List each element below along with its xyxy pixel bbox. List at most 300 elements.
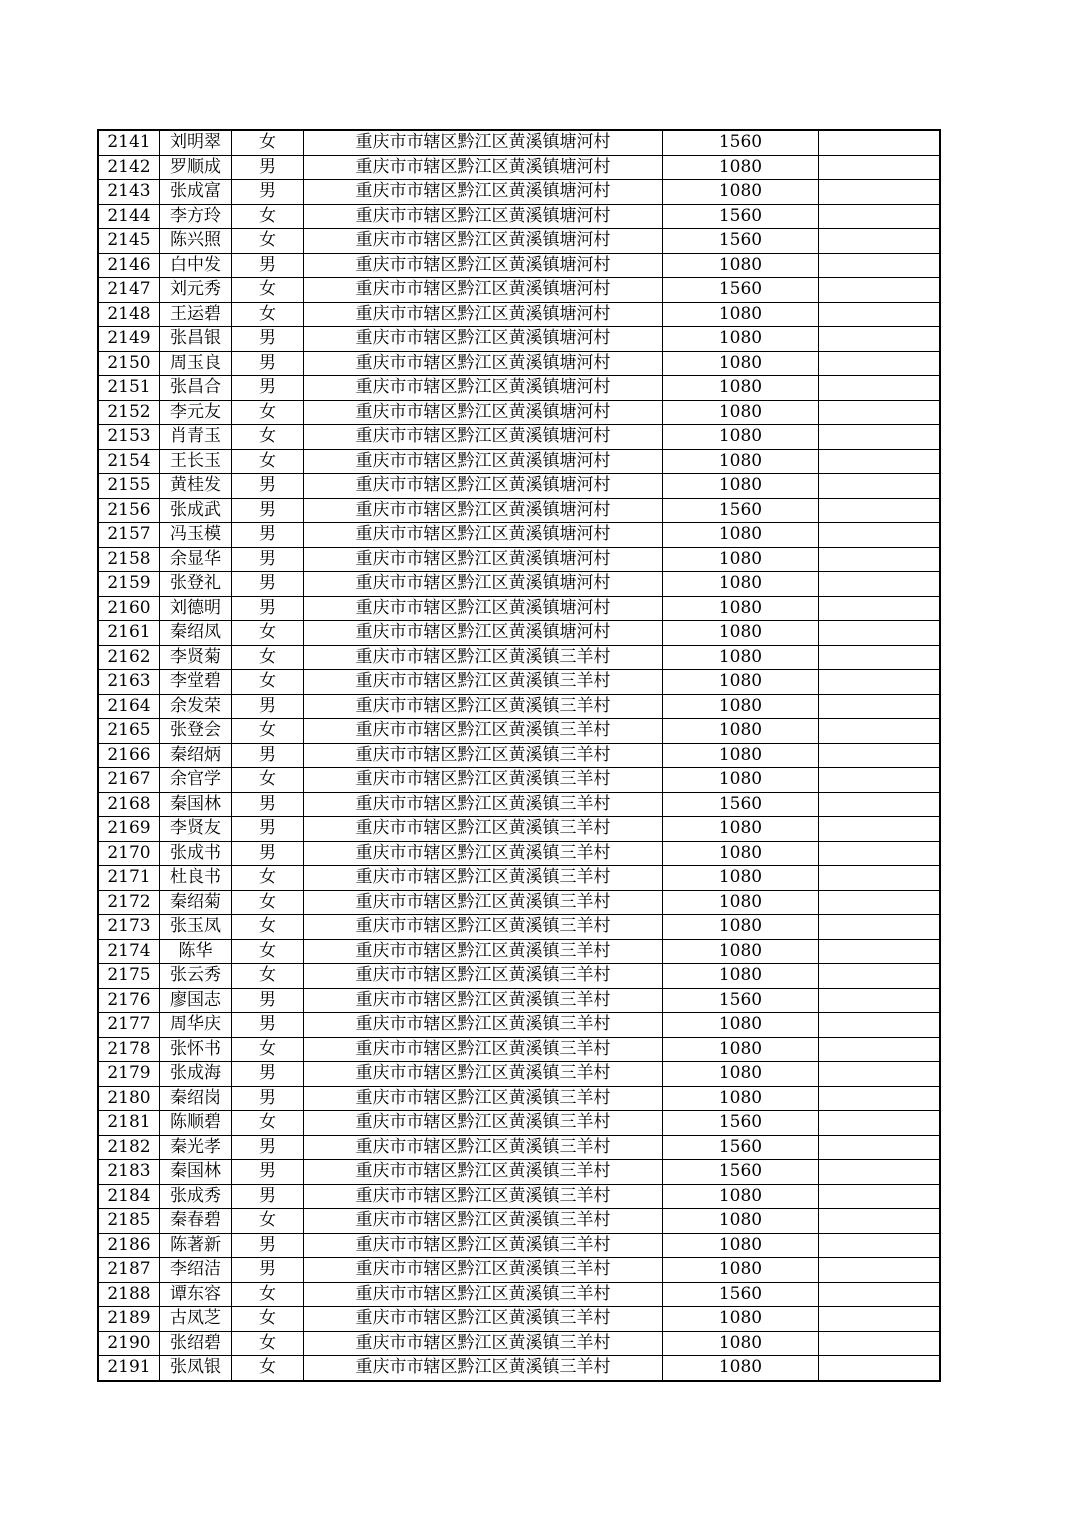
person-name-cell: 李绍洁 bbox=[160, 1258, 232, 1283]
table-row bbox=[98, 1331, 940, 1356]
person-name-cell: 李贤友 bbox=[160, 817, 232, 842]
person-name-cell: 秦春碧 bbox=[160, 1209, 232, 1234]
row-number-cell: 2160 bbox=[98, 596, 160, 621]
address-cell: 重庆市市辖区黔江区黄溪镇三羊村 bbox=[304, 670, 663, 695]
table-row bbox=[98, 915, 940, 940]
note-cell bbox=[819, 327, 941, 352]
amount-cell: 1560 bbox=[663, 498, 819, 523]
note-cell bbox=[819, 204, 941, 229]
row-number-cell: 2170 bbox=[98, 841, 160, 866]
row-number-cell: 2180 bbox=[98, 1086, 160, 1111]
note-cell bbox=[819, 792, 941, 817]
row-number-cell: 2182 bbox=[98, 1135, 160, 1160]
amount-cell: 1080 bbox=[663, 915, 819, 940]
row-number-cell: 2146 bbox=[98, 253, 160, 278]
row-number-cell: 2165 bbox=[98, 719, 160, 744]
amount-cell: 1080 bbox=[663, 1209, 819, 1234]
gender-cell: 男 bbox=[232, 474, 304, 499]
row-number-cell: 2144 bbox=[98, 204, 160, 229]
note-cell bbox=[819, 1307, 941, 1332]
amount-cell: 1560 bbox=[663, 1160, 819, 1185]
address-cell: 重庆市市辖区黔江区黄溪镇三羊村 bbox=[304, 988, 663, 1013]
row-number-cell: 2151 bbox=[98, 376, 160, 401]
amount-cell: 1080 bbox=[663, 694, 819, 719]
note-cell bbox=[819, 1184, 941, 1209]
note-cell bbox=[819, 1135, 941, 1160]
address-cell: 重庆市市辖区黔江区黄溪镇塘河村 bbox=[304, 302, 663, 327]
address-cell: 重庆市市辖区黔江区黄溪镇三羊村 bbox=[304, 1356, 663, 1381]
table-row bbox=[98, 1258, 940, 1283]
person-name-cell: 谭东容 bbox=[160, 1282, 232, 1307]
row-number-cell: 2155 bbox=[98, 474, 160, 499]
amount-cell: 1080 bbox=[663, 817, 819, 842]
row-number-cell: 2191 bbox=[98, 1356, 160, 1381]
amount-cell: 1080 bbox=[663, 327, 819, 352]
address-cell: 重庆市市辖区黔江区黄溪镇三羊村 bbox=[304, 1013, 663, 1038]
address-cell: 重庆市市辖区黔江区黄溪镇塘河村 bbox=[304, 572, 663, 597]
table-row bbox=[98, 1356, 940, 1381]
gender-cell: 男 bbox=[232, 1160, 304, 1185]
table-row bbox=[98, 988, 940, 1013]
address-cell: 重庆市市辖区黔江区黄溪镇塘河村 bbox=[304, 523, 663, 548]
note-cell bbox=[819, 400, 941, 425]
amount-cell: 1080 bbox=[663, 474, 819, 499]
table-row bbox=[98, 621, 940, 646]
table-row bbox=[98, 400, 940, 425]
person-name-cell: 秦国林 bbox=[160, 1160, 232, 1185]
person-name-cell: 张怀书 bbox=[160, 1037, 232, 1062]
gender-cell: 男 bbox=[232, 1013, 304, 1038]
note-cell bbox=[819, 719, 941, 744]
roster-body bbox=[98, 130, 940, 1381]
address-cell: 重庆市市辖区黔江区黄溪镇三羊村 bbox=[304, 1086, 663, 1111]
gender-cell: 女 bbox=[232, 1037, 304, 1062]
gender-cell: 男 bbox=[232, 180, 304, 205]
table-row bbox=[98, 1037, 940, 1062]
table-row bbox=[98, 719, 940, 744]
note-cell bbox=[819, 425, 941, 450]
row-number-cell: 2171 bbox=[98, 866, 160, 891]
person-name-cell: 张成富 bbox=[160, 180, 232, 205]
address-cell: 重庆市市辖区黔江区黄溪镇塘河村 bbox=[304, 229, 663, 254]
amount-cell: 1080 bbox=[663, 1356, 819, 1381]
gender-cell: 女 bbox=[232, 621, 304, 646]
table-row bbox=[98, 1062, 940, 1087]
note-cell bbox=[819, 694, 941, 719]
table-row bbox=[98, 743, 940, 768]
row-number-cell: 2167 bbox=[98, 768, 160, 793]
note-cell bbox=[819, 670, 941, 695]
gender-cell: 男 bbox=[232, 841, 304, 866]
address-cell: 重庆市市辖区黔江区黄溪镇塘河村 bbox=[304, 376, 663, 401]
amount-cell: 1080 bbox=[663, 670, 819, 695]
gender-cell: 女 bbox=[232, 229, 304, 254]
amount-cell: 1080 bbox=[663, 841, 819, 866]
person-name-cell: 秦国林 bbox=[160, 792, 232, 817]
gender-cell: 女 bbox=[232, 1307, 304, 1332]
person-name-cell: 黄桂发 bbox=[160, 474, 232, 499]
amount-cell: 1560 bbox=[663, 988, 819, 1013]
table-row bbox=[98, 253, 940, 278]
note-cell bbox=[819, 278, 941, 303]
gender-cell: 男 bbox=[232, 1258, 304, 1283]
note-cell bbox=[819, 1086, 941, 1111]
gender-cell: 女 bbox=[232, 939, 304, 964]
note-cell bbox=[819, 1282, 941, 1307]
amount-cell: 1080 bbox=[663, 743, 819, 768]
row-number-cell: 2148 bbox=[98, 302, 160, 327]
row-number-cell: 2149 bbox=[98, 327, 160, 352]
note-cell bbox=[819, 743, 941, 768]
row-number-cell: 2188 bbox=[98, 1282, 160, 1307]
gender-cell: 男 bbox=[232, 523, 304, 548]
gender-cell: 女 bbox=[232, 130, 304, 155]
amount-cell: 1560 bbox=[663, 792, 819, 817]
row-number-cell: 2147 bbox=[98, 278, 160, 303]
gender-cell: 男 bbox=[232, 1135, 304, 1160]
address-cell: 重庆市市辖区黔江区黄溪镇塘河村 bbox=[304, 449, 663, 474]
row-number-cell: 2186 bbox=[98, 1233, 160, 1258]
note-cell bbox=[819, 915, 941, 940]
person-name-cell: 杜良书 bbox=[160, 866, 232, 891]
person-name-cell: 秦光孝 bbox=[160, 1135, 232, 1160]
row-number-cell: 2143 bbox=[98, 180, 160, 205]
amount-cell: 1080 bbox=[663, 572, 819, 597]
table-row bbox=[98, 1135, 940, 1160]
person-name-cell: 周华庆 bbox=[160, 1013, 232, 1038]
table-row bbox=[98, 155, 940, 180]
table-row bbox=[98, 498, 940, 523]
amount-cell: 1080 bbox=[663, 253, 819, 278]
gender-cell: 男 bbox=[232, 547, 304, 572]
gender-cell: 男 bbox=[232, 351, 304, 376]
amount-cell: 1080 bbox=[663, 1037, 819, 1062]
row-number-cell: 2172 bbox=[98, 890, 160, 915]
row-number-cell: 2185 bbox=[98, 1209, 160, 1234]
row-number-cell: 2145 bbox=[98, 229, 160, 254]
person-name-cell: 张成海 bbox=[160, 1062, 232, 1087]
amount-cell: 1080 bbox=[663, 155, 819, 180]
table-row bbox=[98, 351, 940, 376]
address-cell: 重庆市市辖区黔江区黄溪镇塘河村 bbox=[304, 474, 663, 499]
gender-cell: 女 bbox=[232, 302, 304, 327]
address-cell: 重庆市市辖区黔江区黄溪镇三羊村 bbox=[304, 645, 663, 670]
address-cell: 重庆市市辖区黔江区黄溪镇塘河村 bbox=[304, 180, 663, 205]
table-row bbox=[98, 645, 940, 670]
note-cell bbox=[819, 1356, 941, 1381]
amount-cell: 1080 bbox=[663, 449, 819, 474]
note-cell bbox=[819, 841, 941, 866]
table-row bbox=[98, 1233, 940, 1258]
table-row bbox=[98, 1086, 940, 1111]
person-name-cell: 李元友 bbox=[160, 400, 232, 425]
address-cell: 重庆市市辖区黔江区黄溪镇塘河村 bbox=[304, 278, 663, 303]
person-name-cell: 余显华 bbox=[160, 547, 232, 572]
amount-cell: 1560 bbox=[663, 204, 819, 229]
gender-cell: 男 bbox=[232, 376, 304, 401]
amount-cell: 1080 bbox=[663, 866, 819, 891]
note-cell bbox=[819, 180, 941, 205]
gender-cell: 男 bbox=[232, 743, 304, 768]
amount-cell: 1080 bbox=[663, 1184, 819, 1209]
address-cell: 重庆市市辖区黔江区黄溪镇三羊村 bbox=[304, 964, 663, 989]
gender-cell: 女 bbox=[232, 670, 304, 695]
row-number-cell: 2178 bbox=[98, 1037, 160, 1062]
table-row bbox=[98, 1013, 940, 1038]
person-name-cell: 张昌银 bbox=[160, 327, 232, 352]
address-cell: 重庆市市辖区黔江区黄溪镇三羊村 bbox=[304, 1307, 663, 1332]
row-number-cell: 2154 bbox=[98, 449, 160, 474]
address-cell: 重庆市市辖区黔江区黄溪镇三羊村 bbox=[304, 792, 663, 817]
address-cell: 重庆市市辖区黔江区黄溪镇塘河村 bbox=[304, 130, 663, 155]
amount-cell: 1560 bbox=[663, 130, 819, 155]
gender-cell: 男 bbox=[232, 1062, 304, 1087]
address-cell: 重庆市市辖区黔江区黄溪镇三羊村 bbox=[304, 719, 663, 744]
person-name-cell: 陈兴照 bbox=[160, 229, 232, 254]
gender-cell: 男 bbox=[232, 1233, 304, 1258]
amount-cell: 1080 bbox=[663, 1331, 819, 1356]
table-row bbox=[98, 425, 940, 450]
row-number-cell: 2187 bbox=[98, 1258, 160, 1283]
table-row bbox=[98, 1282, 940, 1307]
amount-cell: 1080 bbox=[663, 376, 819, 401]
note-cell bbox=[819, 376, 941, 401]
table-row bbox=[98, 449, 940, 474]
address-cell: 重庆市市辖区黔江区黄溪镇三羊村 bbox=[304, 743, 663, 768]
note-cell bbox=[819, 351, 941, 376]
table-row bbox=[98, 327, 940, 352]
address-cell: 重庆市市辖区黔江区黄溪镇三羊村 bbox=[304, 1037, 663, 1062]
row-number-cell: 2159 bbox=[98, 572, 160, 597]
person-name-cell: 周玉良 bbox=[160, 351, 232, 376]
table-row bbox=[98, 1209, 940, 1234]
table-row bbox=[98, 278, 940, 303]
table-row bbox=[98, 817, 940, 842]
note-cell bbox=[819, 498, 941, 523]
row-number-cell: 2174 bbox=[98, 939, 160, 964]
person-name-cell: 陈著新 bbox=[160, 1233, 232, 1258]
address-cell: 重庆市市辖区黔江区黄溪镇三羊村 bbox=[304, 1258, 663, 1283]
person-name-cell: 肖青玉 bbox=[160, 425, 232, 450]
row-number-cell: 2163 bbox=[98, 670, 160, 695]
row-number-cell: 2153 bbox=[98, 425, 160, 450]
table-row bbox=[98, 694, 940, 719]
table-row bbox=[98, 204, 940, 229]
row-number-cell: 2169 bbox=[98, 817, 160, 842]
person-name-cell: 刘德明 bbox=[160, 596, 232, 621]
person-name-cell: 张凤银 bbox=[160, 1356, 232, 1381]
row-number-cell: 2164 bbox=[98, 694, 160, 719]
note-cell bbox=[819, 302, 941, 327]
amount-cell: 1080 bbox=[663, 939, 819, 964]
address-cell: 重庆市市辖区黔江区黄溪镇三羊村 bbox=[304, 841, 663, 866]
person-name-cell: 张玉凤 bbox=[160, 915, 232, 940]
note-cell bbox=[819, 890, 941, 915]
person-name-cell: 秦绍岗 bbox=[160, 1086, 232, 1111]
note-cell bbox=[819, 1160, 941, 1185]
person-name-cell: 古凤芝 bbox=[160, 1307, 232, 1332]
person-name-cell: 张云秀 bbox=[160, 964, 232, 989]
note-cell bbox=[819, 866, 941, 891]
amount-cell: 1080 bbox=[663, 596, 819, 621]
table-row bbox=[98, 1184, 940, 1209]
note-cell bbox=[819, 1209, 941, 1234]
table-row bbox=[98, 572, 940, 597]
person-name-cell: 李贤菊 bbox=[160, 645, 232, 670]
note-cell bbox=[819, 229, 941, 254]
gender-cell: 男 bbox=[232, 988, 304, 1013]
amount-cell: 1080 bbox=[663, 1013, 819, 1038]
address-cell: 重庆市市辖区黔江区黄溪镇塘河村 bbox=[304, 547, 663, 572]
address-cell: 重庆市市辖区黔江区黄溪镇塘河村 bbox=[304, 498, 663, 523]
row-number-cell: 2173 bbox=[98, 915, 160, 940]
person-name-cell: 刘明翠 bbox=[160, 130, 232, 155]
gender-cell: 男 bbox=[232, 253, 304, 278]
amount-cell: 1080 bbox=[663, 523, 819, 548]
table-row bbox=[98, 890, 940, 915]
gender-cell: 女 bbox=[232, 1111, 304, 1136]
note-cell bbox=[819, 645, 941, 670]
amount-cell: 1080 bbox=[663, 302, 819, 327]
note-cell bbox=[819, 621, 941, 646]
gender-cell: 女 bbox=[232, 866, 304, 891]
note-cell bbox=[819, 155, 941, 180]
person-name-cell: 王长玉 bbox=[160, 449, 232, 474]
note-cell bbox=[819, 817, 941, 842]
amount-cell: 1080 bbox=[663, 1233, 819, 1258]
person-name-cell: 余发荣 bbox=[160, 694, 232, 719]
table-row bbox=[98, 1160, 940, 1185]
person-name-cell: 张成秀 bbox=[160, 1184, 232, 1209]
row-number-cell: 2168 bbox=[98, 792, 160, 817]
gender-cell: 女 bbox=[232, 278, 304, 303]
note-cell bbox=[819, 1331, 941, 1356]
amount-cell: 1080 bbox=[663, 180, 819, 205]
gender-cell: 女 bbox=[232, 1331, 304, 1356]
row-number-cell: 2152 bbox=[98, 400, 160, 425]
table-row bbox=[98, 841, 940, 866]
person-name-cell: 廖国志 bbox=[160, 988, 232, 1013]
amount-cell: 1080 bbox=[663, 547, 819, 572]
row-number-cell: 2156 bbox=[98, 498, 160, 523]
note-cell bbox=[819, 572, 941, 597]
table-row bbox=[98, 866, 940, 891]
person-name-cell: 白中发 bbox=[160, 253, 232, 278]
table-row bbox=[98, 792, 940, 817]
row-number-cell: 2162 bbox=[98, 645, 160, 670]
amount-cell: 1080 bbox=[663, 964, 819, 989]
address-cell: 重庆市市辖区黔江区黄溪镇三羊村 bbox=[304, 817, 663, 842]
address-cell: 重庆市市辖区黔江区黄溪镇塘河村 bbox=[304, 204, 663, 229]
person-name-cell: 王运碧 bbox=[160, 302, 232, 327]
note-cell bbox=[819, 130, 941, 155]
row-number-cell: 2166 bbox=[98, 743, 160, 768]
address-cell: 重庆市市辖区黔江区黄溪镇三羊村 bbox=[304, 1209, 663, 1234]
amount-cell: 1080 bbox=[663, 400, 819, 425]
row-number-cell: 2141 bbox=[98, 130, 160, 155]
gender-cell: 男 bbox=[232, 1184, 304, 1209]
address-cell: 重庆市市辖区黔江区黄溪镇塘河村 bbox=[304, 425, 663, 450]
note-cell bbox=[819, 1233, 941, 1258]
amount-cell: 1080 bbox=[663, 768, 819, 793]
table-row bbox=[98, 180, 940, 205]
row-number-cell: 2181 bbox=[98, 1111, 160, 1136]
row-number-cell: 2184 bbox=[98, 1184, 160, 1209]
address-cell: 重庆市市辖区黔江区黄溪镇三羊村 bbox=[304, 1331, 663, 1356]
row-number-cell: 2177 bbox=[98, 1013, 160, 1038]
note-cell bbox=[819, 768, 941, 793]
address-cell: 重庆市市辖区黔江区黄溪镇塘河村 bbox=[304, 621, 663, 646]
address-cell: 重庆市市辖区黔江区黄溪镇塘河村 bbox=[304, 596, 663, 621]
table-row bbox=[98, 1111, 940, 1136]
note-cell bbox=[819, 596, 941, 621]
person-name-cell: 刘元秀 bbox=[160, 278, 232, 303]
person-name-cell: 罗顺成 bbox=[160, 155, 232, 180]
note-cell bbox=[819, 1258, 941, 1283]
person-name-cell: 张成书 bbox=[160, 841, 232, 866]
person-name-cell: 张绍碧 bbox=[160, 1331, 232, 1356]
amount-cell: 1080 bbox=[663, 719, 819, 744]
address-cell: 重庆市市辖区黔江区黄溪镇三羊村 bbox=[304, 1062, 663, 1087]
person-name-cell: 陈顺碧 bbox=[160, 1111, 232, 1136]
table-row bbox=[98, 130, 940, 155]
note-cell bbox=[819, 988, 941, 1013]
table-row bbox=[98, 523, 940, 548]
address-cell: 重庆市市辖区黔江区黄溪镇塘河村 bbox=[304, 400, 663, 425]
gender-cell: 男 bbox=[232, 1086, 304, 1111]
gender-cell: 男 bbox=[232, 596, 304, 621]
table-row bbox=[98, 376, 940, 401]
gender-cell: 女 bbox=[232, 449, 304, 474]
person-name-cell: 李堂碧 bbox=[160, 670, 232, 695]
address-cell: 重庆市市辖区黔江区黄溪镇三羊村 bbox=[304, 1135, 663, 1160]
note-cell bbox=[819, 1013, 941, 1038]
note-cell bbox=[819, 1111, 941, 1136]
row-number-cell: 2150 bbox=[98, 351, 160, 376]
amount-cell: 1560 bbox=[663, 1111, 819, 1136]
table-row bbox=[98, 964, 940, 989]
roster-table bbox=[97, 129, 941, 1382]
note-cell bbox=[819, 964, 941, 989]
address-cell: 重庆市市辖区黔江区黄溪镇三羊村 bbox=[304, 1160, 663, 1185]
row-number-cell: 2183 bbox=[98, 1160, 160, 1185]
address-cell: 重庆市市辖区黔江区黄溪镇塘河村 bbox=[304, 327, 663, 352]
amount-cell: 1560 bbox=[663, 1282, 819, 1307]
person-name-cell: 秦绍菊 bbox=[160, 890, 232, 915]
person-name-cell: 张成武 bbox=[160, 498, 232, 523]
amount-cell: 1080 bbox=[663, 351, 819, 376]
gender-cell: 女 bbox=[232, 645, 304, 670]
amount-cell: 1080 bbox=[663, 1062, 819, 1087]
gender-cell: 女 bbox=[232, 915, 304, 940]
row-number-cell: 2175 bbox=[98, 964, 160, 989]
gender-cell: 女 bbox=[232, 1209, 304, 1234]
row-number-cell: 2158 bbox=[98, 547, 160, 572]
amount-cell: 1080 bbox=[663, 1258, 819, 1283]
address-cell: 重庆市市辖区黔江区黄溪镇三羊村 bbox=[304, 694, 663, 719]
gender-cell: 女 bbox=[232, 204, 304, 229]
gender-cell: 男 bbox=[232, 327, 304, 352]
person-name-cell: 冯玉模 bbox=[160, 523, 232, 548]
gender-cell: 女 bbox=[232, 1356, 304, 1381]
row-number-cell: 2161 bbox=[98, 621, 160, 646]
table-row bbox=[98, 1307, 940, 1332]
gender-cell: 女 bbox=[232, 964, 304, 989]
address-cell: 重庆市市辖区黔江区黄溪镇三羊村 bbox=[304, 1282, 663, 1307]
table-row bbox=[98, 768, 940, 793]
note-cell bbox=[819, 449, 941, 474]
gender-cell: 男 bbox=[232, 572, 304, 597]
